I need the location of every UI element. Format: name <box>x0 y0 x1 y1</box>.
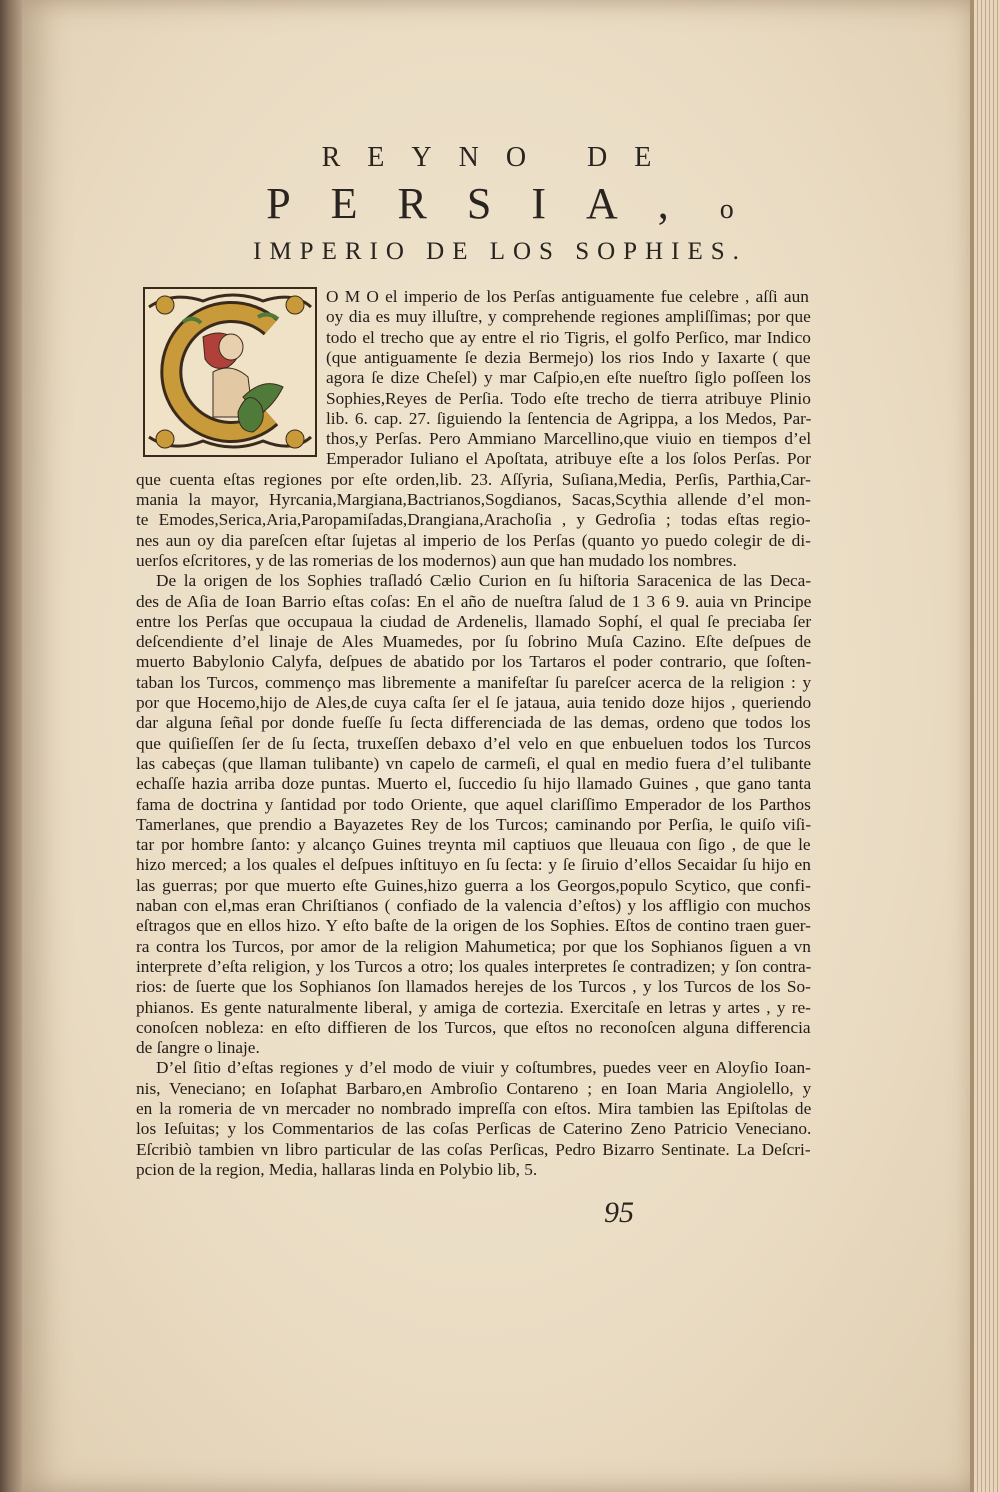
text-line: de ſangre o linaje. <box>136 1038 260 1058</box>
text-line: hizo merced; a los quales el deſpues inſtituyo en ſu ſecta: y ſe ſiruio d’ellos Secaidar ſu hijo en <box>136 855 811 875</box>
text-line: las cabeças (que llaman tulibante) vn capelo de carmeſi, el qual en medio fuera d’el tulibante <box>136 753 812 773</box>
text-line: en la romeria de vn mercader no nombrado impreſſa con eſtos. Mira tambien las Epiſtolas de <box>136 1099 812 1118</box>
text-line: que cuenta eſtas regiones por eſte orden,lib. 23. Aſſyria, Suſiana,Media, Perſis, Parthia,Car- <box>136 469 811 489</box>
text-line: nis, Veneciano; en Ioſaphat Barbaro,en Ambroſio Contareno ; en Ioan Maria Angiolello, y <box>136 1078 812 1098</box>
title-line-1: REYNO DE <box>321 142 679 173</box>
text-line: las guerras; por que muerto eſte Guines,hizo guerra a los Georgos,populo Scytico, que confi- <box>136 875 811 895</box>
text-line: lib. 6. cap. 27. ſiguiendo la ſentencia de Agrippa, a los Medos, Par- <box>326 408 812 428</box>
page-number: 95 <box>604 1196 634 1229</box>
text-line: Emperador Iuliano el Apoſtata, atribuye eſte a los ſolos Perſas. Por <box>326 449 811 469</box>
text-line: pcion de la region, Media, hallaras linda en Polybio lib, 5. <box>136 1159 538 1179</box>
text-line: Sophies,Reyes de Perſia. Todo eſte trecho de tierra atribuye Plinio <box>326 388 811 408</box>
text-line: por que Hocemo,hijo de Ales,de cuya caſta ſer el ſe jataua, auia tenido doze hijos , queriendo <box>136 693 812 712</box>
text-line: Eſcribiò tambien vn libro particular de las coſas Perſicas, Pedro Bizarro Sentinate. La Deſcri- <box>136 1139 811 1159</box>
text-line: muerto Babylonio Calyfa, deſpues de abatido por los Tartaros el poder contrario, que ſoſten- <box>136 652 812 672</box>
text-line: conoſcen nobleza: en eſto diffieren de los Turcos, que eſtos no reconoſcen alguna differencia <box>136 1017 811 1037</box>
text-line: tar por hombre ſanto: y alcanço Guines treynta mil captiuos que lleuaua con ſigo , de que le <box>136 835 811 855</box>
title-line-2 <box>0 178 1000 229</box>
text-line: que quiſieſſen ſer de ſu ſecta, truxeſſen debaxo d’el velo en que enbueluen todos los Turcos <box>136 733 811 753</box>
text-line: interprete d’eſta religion, y los Turcos a otro; los quales interpretes ſe contradizen; y ſon contra- <box>136 956 812 976</box>
text-line: eſtragos que en ellos hizo. Y eſto baſte de la origen de los Sophies. Eſtos de contino traen guer- <box>136 916 811 936</box>
text-line: entre los Perſas que occupaua la ciudad de Ardenelis, llamado Sophí, el qual ſe preciaba ſer <box>136 611 812 631</box>
text-line: deſcendiente d’el linaje de Ales Muamedes, por ſu ſobrino Muſa Cazino. Eſte deſpues de <box>136 632 811 652</box>
text-line: fama de doctrina y ſantidad por todo Oriente, que aquel clariſſimo Emperador de los Parthos <box>136 794 811 814</box>
text-line: echaſſe hazia arriba doze puntas. Muerto el, ſuccedio ſu hijo llamado Guines , que gano tanta <box>136 774 812 794</box>
text-line: todo el trecho que ay entre el rio Tigris, el golfo Perſico, mar Indico <box>326 327 811 347</box>
text-line: (que antiguamente ſe dezia Bermejo) los rios Indo y Iaxarte ( que <box>326 347 811 367</box>
text-line: mania la mayor, Hyrcania,Margiana,Bactrianos,Sogdianos, Sacas,Scythia allende d’el mon- <box>136 490 811 509</box>
text-line: des de Aſia de Ioan Barrio eſtas coſas: En el año de nueſtra ſalud de 1 3 6 9. auia vn Principe <box>136 591 812 611</box>
text-line: rios: de ſuerte que los Sophianos ſon llamados herejes de los Turcos , y los Turcos de los So- <box>136 977 811 997</box>
text-line: los Ieſuitas; y los Commentarios de las coſas Perſicas de Caterino Zeno Patricio Veneciano. <box>136 1119 812 1139</box>
text-line: Tamerlanes, que prendio a Bayazetes Rey de los Turcos; caminando por Perſia, le quiſo viſi- <box>136 814 812 834</box>
text-line: taban los Turcos, commenço mas libremente a manifeſtar ſu pareſcer acerca de la religion : y <box>136 672 812 692</box>
text-line: naban con el,mas eran Chriſtianos ( confiado de la valencia d’eſtos) y los affligio con muchos <box>136 896 811 915</box>
title-line-3: IMPERIO DE LOS SOPHIES. <box>253 238 747 265</box>
text-line: dar alguna ſeñal por donde fueſſe ſu ſecta differenciada de las demas, ordeno que todos los <box>136 713 811 733</box>
title-conjunction: o <box>719 194 734 225</box>
text-line: te Emodes,Serica,Aria,Paropamiſadas,Drangiana,Arachoſia , y Gedroſia ; todas eſtas regio- <box>136 510 811 530</box>
title-persia: PERSIA, <box>266 179 709 228</box>
text-line: ra contra los Turcos, por amor de la religion Mahumetica; por que los Sophianos ſiguen a vn <box>136 936 811 956</box>
text-line: uerſos eſcritores, y de las romerias de los modernos) aun que han mudado los nombres. <box>136 550 737 570</box>
text-line: O M O el imperio de los Perſas antiguamente fue celebre , aſſi aun <box>326 287 809 306</box>
decorated-initial-c <box>143 287 317 457</box>
text-line: D’el ſitio d’eſtas regiones y d’el modo de viuir y coſtumbres, puedes veer en Aloyſio Ioan- <box>156 1058 811 1078</box>
text-line: oy dia es muy illuſtre, y comprehende regiones ampliſſimas; por que <box>326 307 811 327</box>
text-line: thos,y Perſas. Pero Ammiano Marcellino,que viuio en tiempos d’el <box>326 429 812 449</box>
text-line: nes aun oy dia pareſcen eſtar ſujetas al imperio de los Perſas (quanto yo puedo colegir de di- <box>136 530 811 550</box>
text-line: phianos. Es gente naturalmente liberal, y amiga de cortezia. Exercitaſe en letras y artes , y re- <box>136 997 811 1017</box>
text-line: De la origen de los Sophies traſladó Cælio Curion en ſu hiſtoria Saracenica de las Deca- <box>156 571 812 591</box>
text-line: agora ſe dize Cheſel) y mar Caſpio,en eſte nueſtro ſiglo poſſeen los <box>326 368 811 388</box>
